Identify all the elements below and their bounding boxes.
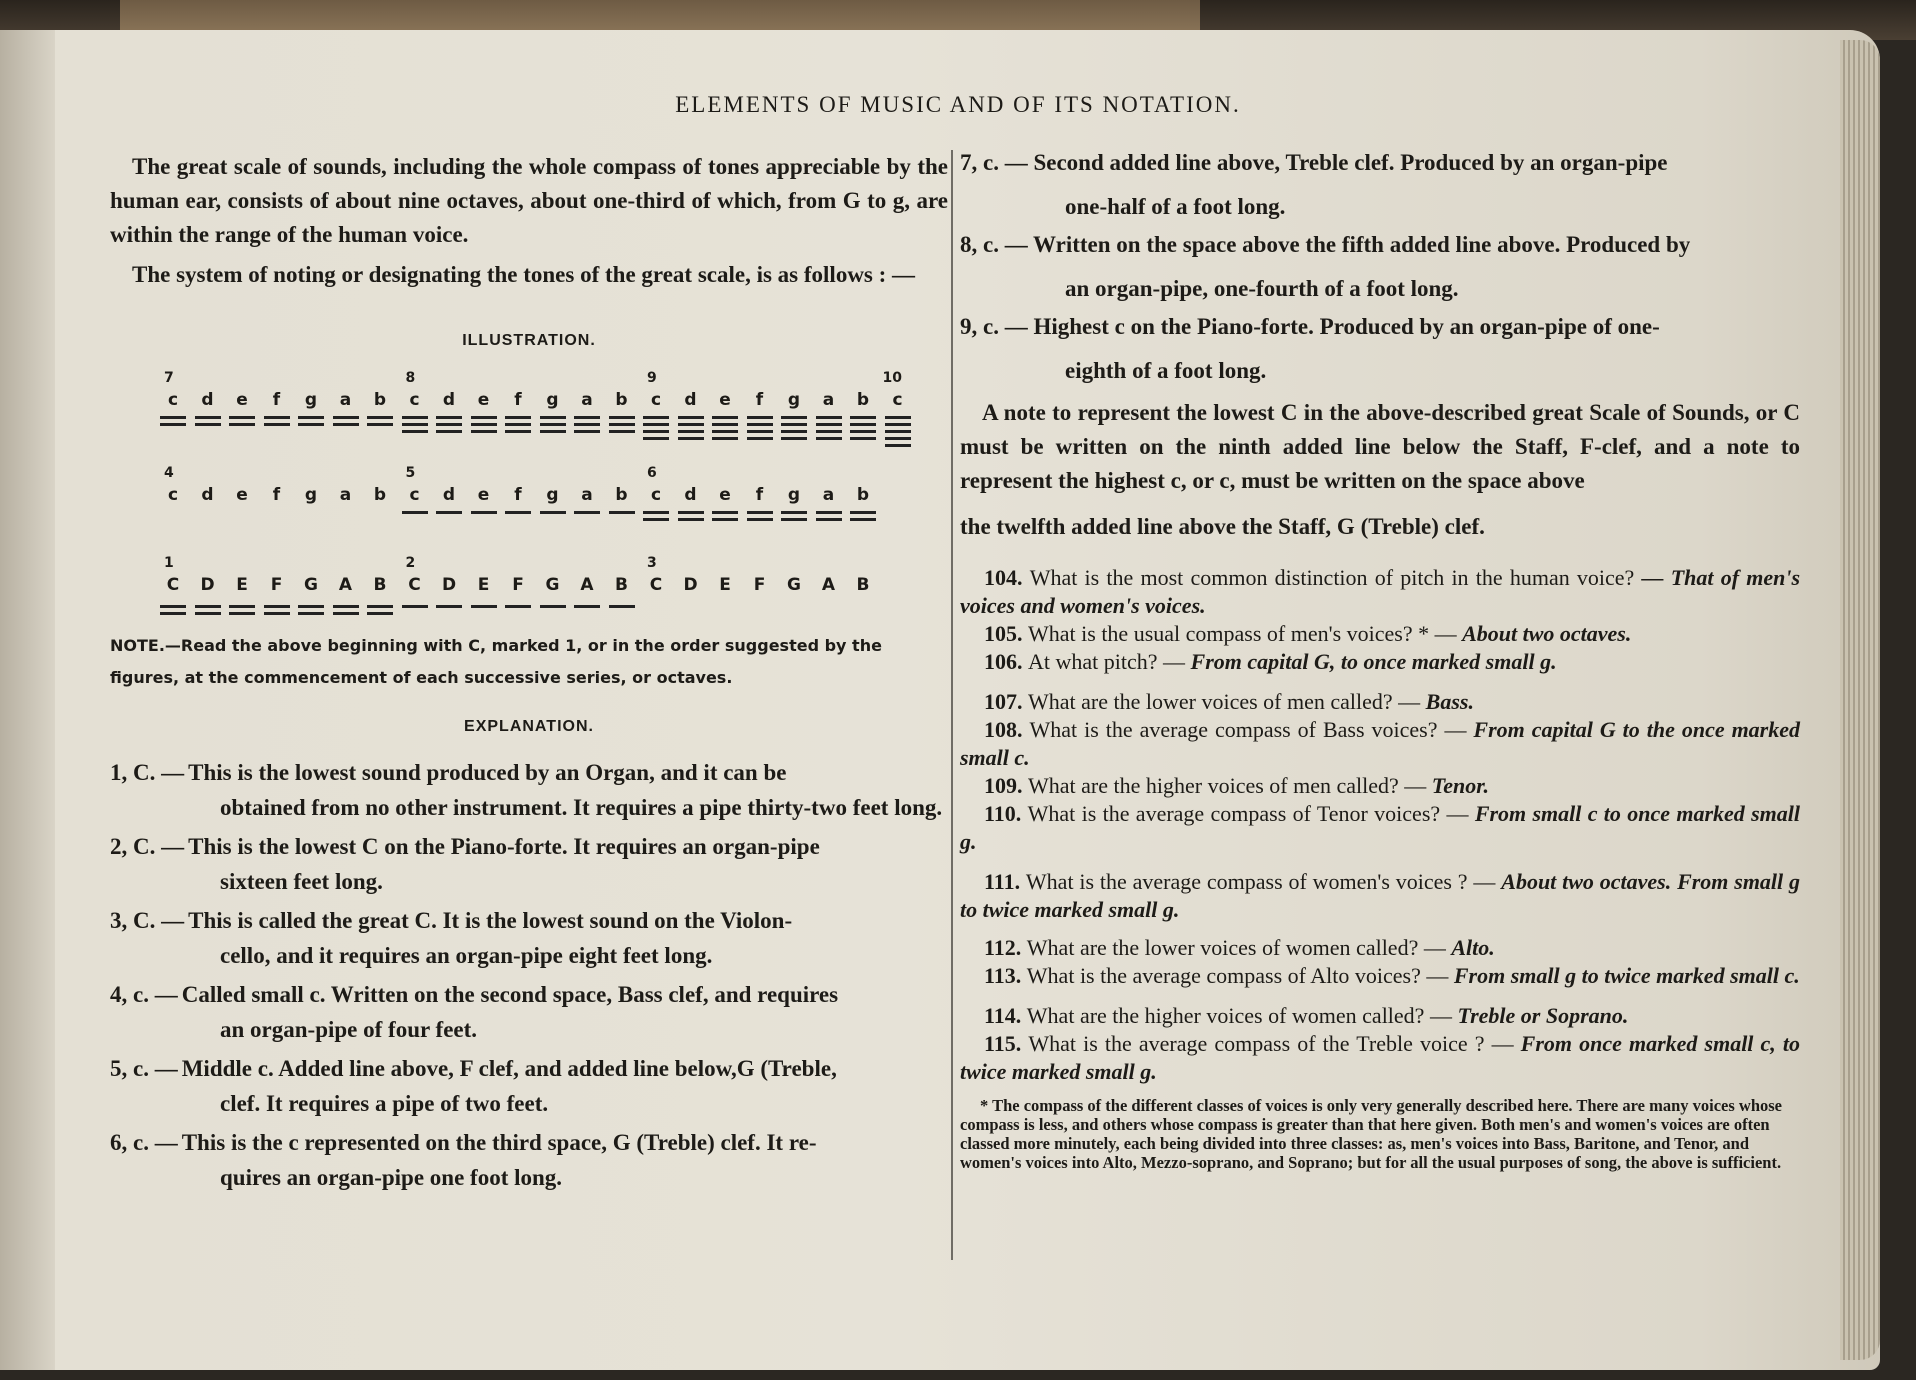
register-text: Second added line above, Treble clef. Produced by an organ-pipe xyxy=(1033,150,1668,175)
question-number: 110. xyxy=(984,801,1028,826)
octave-mark xyxy=(574,416,600,419)
scale-note: e xyxy=(719,390,731,410)
right-item-list xyxy=(960,146,1800,388)
explanation-line xyxy=(110,1052,948,1085)
scale-note: g xyxy=(304,390,318,410)
scale-note: a xyxy=(581,390,593,410)
question-number: 111. xyxy=(984,869,1026,894)
octave-mark xyxy=(540,416,566,419)
lowest-highest-paragraph: A note to represent the lowest C in the above-described great Scale of Sounds, or C must be written on the ninth added line below the Staff, F-clef, and a note to represent the highest c, or c, must be written on the space above xyxy=(960,400,1800,493)
scale-note: E xyxy=(719,575,731,595)
question-number: 114. xyxy=(984,1003,1027,1028)
question-text: What is the average compass of Bass voices? — xyxy=(1029,717,1474,742)
octave-mark xyxy=(436,430,462,433)
scale-note: c xyxy=(167,390,179,410)
scale-note: b xyxy=(373,485,387,505)
octave-mark xyxy=(781,511,807,514)
octave-mark xyxy=(333,605,359,608)
register-tag: 9, c. — xyxy=(960,314,1034,339)
lowest-highest-paragraph-end: the twelfth added line above the Staff, G (Treble) clef. xyxy=(960,514,1485,539)
octave-mark xyxy=(609,423,635,426)
question-item xyxy=(960,648,1800,676)
register-continuation: eighth of a foot long. xyxy=(1065,358,1267,383)
explanation-line xyxy=(110,830,948,863)
scale-note: A xyxy=(338,575,353,595)
octave-mark xyxy=(609,511,635,514)
scale-note: D xyxy=(200,575,215,595)
question-text: What is the most common distinction of pitch in the human voice? xyxy=(1029,565,1642,590)
explanation-text: This is called the great C. It is the lowest sound on the Violon- xyxy=(188,908,793,933)
explanation-item xyxy=(110,830,948,898)
explanation-item xyxy=(110,756,948,824)
octave-mark xyxy=(402,423,428,426)
octave-mark xyxy=(678,416,704,419)
octave-mark xyxy=(540,511,566,514)
octave-mark xyxy=(195,416,221,419)
scale-note: f xyxy=(514,485,522,505)
octave-mark xyxy=(229,612,255,615)
register-item xyxy=(960,228,1800,306)
explanation-continuation: cello, and it requires an organ-pipe eight feet long. xyxy=(220,943,713,968)
register-line xyxy=(960,310,1800,344)
register-continuation: an organ-pipe, one-fourth of a foot long. xyxy=(1065,276,1459,301)
explanation-tag: 5, c. — xyxy=(110,1056,178,1081)
illustration-heading: ILLUSTRATION. xyxy=(462,332,596,349)
scale-note: g xyxy=(787,485,801,505)
question-item xyxy=(960,1030,1800,1086)
question-number: 112. xyxy=(984,935,1027,960)
octave-mark xyxy=(367,612,393,615)
question-item xyxy=(960,868,1800,924)
octave-mark xyxy=(609,605,635,608)
octave-mark xyxy=(298,423,324,426)
scale-note: A xyxy=(580,575,594,595)
octave-mark xyxy=(850,416,876,419)
octave-mark xyxy=(574,605,600,608)
explanation-line xyxy=(110,978,948,1011)
question-item xyxy=(960,962,1800,990)
scale-note: g xyxy=(304,485,318,505)
question-number: 105. xyxy=(984,621,1028,646)
octave-mark xyxy=(850,437,876,440)
scale-note: c xyxy=(892,390,903,410)
answer-text: From capital G, to once marked small g. xyxy=(1190,649,1557,674)
explanation-item xyxy=(110,904,948,972)
octave-mark xyxy=(264,416,290,419)
octave-mark xyxy=(471,605,497,608)
explanation-tag: 2, C. — xyxy=(110,834,185,859)
answer-text: From capital G to the once marked small c. xyxy=(960,717,1801,770)
scale-note: d xyxy=(442,390,456,410)
question-item xyxy=(960,772,1800,800)
octave-mark xyxy=(816,511,842,514)
octave-mark xyxy=(643,430,669,433)
answer-text: Treble or Soprano. xyxy=(1457,1003,1629,1028)
octave-mark xyxy=(678,518,704,521)
answer-text: Tenor. xyxy=(1431,773,1490,798)
scale-illustration xyxy=(110,370,948,630)
explanation-list xyxy=(110,756,948,1194)
scale-note: C xyxy=(166,575,180,595)
octave-mark xyxy=(540,605,566,608)
octave-mark xyxy=(678,423,704,426)
explanation-continuation: obtained from no other instrument. It requires a pipe thirty-two feet long. xyxy=(220,795,943,820)
scale-note: b xyxy=(373,390,387,410)
scale-note: e xyxy=(477,390,490,410)
question-text: What is the average compass of Alto voices? — xyxy=(1026,963,1454,988)
scale-note: A xyxy=(821,575,836,595)
scale-note: e xyxy=(236,485,248,505)
octave-mark xyxy=(367,423,393,426)
octave-number: 10 xyxy=(882,370,902,386)
octave-mark xyxy=(436,511,462,514)
octave-mark xyxy=(471,423,497,426)
octave-mark xyxy=(712,423,738,426)
answer-text: — That of men's voices and women's voices. xyxy=(960,565,1801,618)
octave-mark xyxy=(885,430,911,433)
scale-note: F xyxy=(512,575,524,595)
question-text: What are the higher voices of men called? — xyxy=(1028,773,1432,798)
answer-text: From small g to twice marked small c. xyxy=(1453,963,1800,988)
scale-note: c xyxy=(650,485,662,505)
explanation-item xyxy=(110,1126,948,1194)
explanation-continuation: an organ-pipe of four feet. xyxy=(220,1017,478,1042)
scale-note: g xyxy=(546,390,559,410)
explanation-text: This is the lowest sound produced by an Organ, and it can be xyxy=(188,760,787,785)
explanation-text: Middle c. Added line above, F clef, and added line below,G (Treble, xyxy=(181,1056,837,1081)
octave-mark xyxy=(712,416,738,419)
explanation-tag: 6, c. — xyxy=(110,1130,178,1155)
register-tag: 7, c. — xyxy=(960,150,1034,175)
octave-mark xyxy=(264,612,290,615)
octave-mark xyxy=(436,423,462,426)
octave-mark xyxy=(367,605,393,608)
scale-note: f xyxy=(514,390,522,410)
page-stack-edge xyxy=(1840,40,1880,1360)
octave-mark xyxy=(540,423,566,426)
scale-note: F xyxy=(270,575,283,595)
octave-mark xyxy=(195,605,221,608)
octave-mark xyxy=(816,430,842,433)
question-item xyxy=(960,934,1800,962)
octave-mark xyxy=(229,423,255,426)
register-item xyxy=(960,146,1800,224)
octave-mark xyxy=(298,416,324,419)
answer-text: Bass. xyxy=(1425,689,1474,714)
octave-mark xyxy=(471,430,497,433)
octave-mark xyxy=(885,416,911,419)
scale-note: a xyxy=(339,485,352,505)
octave-number: 9 xyxy=(647,370,657,386)
octave-mark xyxy=(436,605,462,608)
intro-paragraph-2: The system of noting or designating the tones of the great scale, is as follows : — xyxy=(132,262,916,287)
octave-mark xyxy=(781,430,807,433)
octave-mark xyxy=(402,511,428,514)
octave-mark xyxy=(747,430,773,433)
octave-mark xyxy=(678,437,704,440)
question-number: 115. xyxy=(984,1031,1029,1056)
scale-note: c xyxy=(409,390,420,410)
question-item xyxy=(960,688,1800,716)
question-text: What is the average compass of the Treble voice ? — xyxy=(1028,1031,1521,1056)
scale-note: c xyxy=(650,390,662,410)
answer-text: From small c to once marked small g. xyxy=(960,801,1800,854)
octave-mark xyxy=(298,605,324,608)
octave-number: 2 xyxy=(405,555,416,571)
register-continuation: one-half of a foot long. xyxy=(1065,194,1286,219)
octave-mark xyxy=(712,511,738,514)
octave-mark xyxy=(505,511,531,514)
octave-mark xyxy=(160,423,186,426)
octave-mark xyxy=(781,518,807,521)
octave-mark xyxy=(436,416,462,419)
octave-mark xyxy=(712,430,738,433)
octave-mark xyxy=(402,605,428,608)
octave-mark xyxy=(816,437,842,440)
scale-note: f xyxy=(272,485,281,505)
register-item xyxy=(960,310,1800,388)
octave-mark xyxy=(747,416,773,419)
scale-note: d xyxy=(442,485,456,505)
explanation-item xyxy=(110,978,948,1046)
octave-mark xyxy=(747,511,773,514)
octave-mark xyxy=(678,430,704,433)
octave-mark xyxy=(885,437,911,440)
scale-note: G xyxy=(545,575,560,595)
scale-note: C xyxy=(649,575,663,595)
octave-mark xyxy=(505,423,531,426)
register-tag: 8, c. — xyxy=(960,232,1034,257)
scale-note: a xyxy=(581,485,593,505)
octave-mark xyxy=(885,444,911,447)
scale-note: f xyxy=(272,390,281,410)
question-item xyxy=(960,800,1800,856)
note-paragraph: NOTE.—Read the above beginning with C, marked 1, or in the order suggested by the figures, at the commencement of each successive series, or octaves. xyxy=(110,636,882,687)
explanation-heading: EXPLANATION. xyxy=(464,718,594,735)
octave-mark xyxy=(781,416,807,419)
question-text: What is the average compass of women's voices ? — xyxy=(1025,869,1502,894)
octave-mark xyxy=(540,430,566,433)
octave-mark xyxy=(609,430,635,433)
octave-mark xyxy=(402,430,428,433)
scale-note: G xyxy=(787,575,801,595)
scale-note: b xyxy=(615,390,628,410)
explanation-continuation: clef. It requires a pipe of two feet. xyxy=(220,1091,549,1116)
scale-note: D xyxy=(441,575,457,595)
scale-note: a xyxy=(822,485,835,505)
question-number: 104. xyxy=(984,565,1030,590)
octave-mark xyxy=(298,612,324,615)
question-text: What are the lower voices of women called? — xyxy=(1026,935,1452,960)
column-divider xyxy=(951,150,953,1260)
octave-mark xyxy=(195,423,221,426)
right-column xyxy=(960,146,1800,1172)
running-head: ELEMENTS OF MUSIC AND OF ITS NOTATION. xyxy=(675,92,1241,117)
octave-mark xyxy=(264,605,290,608)
octave-mark xyxy=(160,605,186,608)
octave-mark xyxy=(229,605,255,608)
octave-mark xyxy=(712,518,738,521)
octave-mark xyxy=(471,511,497,514)
scale-note: E xyxy=(236,575,248,595)
scale-note: a xyxy=(339,390,352,410)
scale-note: b xyxy=(615,485,628,505)
scale-note: e xyxy=(719,485,731,505)
scale-note: B xyxy=(615,575,628,595)
octave-mark xyxy=(574,423,600,426)
explanation-line xyxy=(110,756,948,789)
scale-note: a xyxy=(822,390,835,410)
octave-mark xyxy=(747,423,773,426)
left-column xyxy=(110,150,948,1200)
scale-note: d xyxy=(684,390,697,410)
octave-number: 1 xyxy=(164,555,174,571)
octave-mark xyxy=(574,430,600,433)
scale-note: B xyxy=(856,575,870,595)
scale-note: D xyxy=(683,575,698,595)
explanation-tag: 4, c. — xyxy=(110,982,178,1007)
scale-note: c xyxy=(167,485,179,505)
octave-mark xyxy=(850,518,876,521)
octave-mark xyxy=(471,416,497,419)
question-item xyxy=(960,716,1800,772)
octave-mark xyxy=(850,423,876,426)
scale-note: f xyxy=(755,390,764,410)
octave-mark xyxy=(850,430,876,433)
intro-paragraph: The great scale of sounds, including the whole compass of tones appreciable by the human ear, consists of about nine octaves, about one-third of which, from G to g, are within the range of the human voice. xyxy=(110,154,948,247)
octave-mark xyxy=(781,423,807,426)
octave-mark xyxy=(678,511,704,514)
octave-mark xyxy=(885,423,911,426)
octave-number: 8 xyxy=(405,370,416,386)
octave-mark xyxy=(574,511,600,514)
question-number: 109. xyxy=(984,773,1028,798)
octave-mark xyxy=(850,511,876,514)
question-list xyxy=(960,564,1800,1086)
register-text: Highest c on the Piano-forte. Produced by an organ-pipe of one- xyxy=(1033,314,1660,339)
octave-number: 4 xyxy=(164,465,174,481)
octave-number: 6 xyxy=(647,465,657,481)
page-gutter xyxy=(0,30,55,1370)
explanation-item xyxy=(110,1052,948,1120)
question-number: 107. xyxy=(984,689,1028,714)
question-item xyxy=(960,620,1800,648)
question-text: At what pitch? — xyxy=(1028,649,1191,674)
explanation-continuation: sixteen feet long. xyxy=(220,869,383,894)
question-text: What is the average compass of Tenor voices? — xyxy=(1027,801,1475,826)
scale-note: g xyxy=(787,390,801,410)
octave-mark xyxy=(505,430,531,433)
scale-note: c xyxy=(409,485,420,505)
scale-note: C xyxy=(408,575,421,595)
explanation-tag: 3, C. — xyxy=(110,908,185,933)
scale-note: E xyxy=(477,575,490,595)
octave-mark xyxy=(712,437,738,440)
explanation-line xyxy=(110,1126,948,1159)
octave-mark xyxy=(505,605,531,608)
explanation-text: This is the lowest C on the Piano-forte. It requires an organ-pipe xyxy=(188,834,820,859)
octave-mark xyxy=(643,416,669,419)
scale-note: G xyxy=(304,575,318,595)
octave-mark xyxy=(816,518,842,521)
octave-mark xyxy=(229,416,255,419)
octave-mark xyxy=(160,612,186,615)
question-number: 106. xyxy=(984,649,1028,674)
scale-note: F xyxy=(753,575,766,595)
scale-note: e xyxy=(236,390,248,410)
question-item xyxy=(960,1002,1800,1030)
question-text: What is the usual compass of men's voices? * — xyxy=(1028,621,1463,646)
scale-note: d xyxy=(684,485,697,505)
register-text: Written on the space above the fifth added line above. Produced by xyxy=(1033,232,1691,257)
octave-number: 7 xyxy=(164,370,174,386)
scale-note: B xyxy=(373,575,387,595)
explanation-continuation: quires an organ-pipe one foot long. xyxy=(220,1165,563,1190)
octave-mark xyxy=(816,423,842,426)
scale-note: b xyxy=(856,390,870,410)
explanation-line xyxy=(110,904,948,937)
question-number: 113. xyxy=(984,963,1027,988)
explanation-tag: 1, C. — xyxy=(110,760,185,785)
register-line xyxy=(960,228,1800,262)
answer-text: About two octaves. xyxy=(1462,621,1632,646)
question-number: 108. xyxy=(984,717,1030,742)
octave-mark xyxy=(333,612,359,615)
octave-mark xyxy=(643,518,669,521)
scale-note: d xyxy=(201,485,214,505)
explanation-text: Called small c. Written on the second space, Bass clef, and requires xyxy=(181,982,839,1007)
scale-note: e xyxy=(477,485,490,505)
scale-note: f xyxy=(755,485,764,505)
question-item xyxy=(960,564,1800,620)
octave-mark xyxy=(333,423,359,426)
octave-mark xyxy=(505,416,531,419)
octave-mark xyxy=(643,437,669,440)
register-line xyxy=(960,146,1800,180)
octave-mark xyxy=(367,416,393,419)
footnote: * The compass of the different classes of voices is only very generally described here. There are many voices whose compass is less, and others whose compass is greater than that here given. Both men's and women's voices are often classed more minutely, each being divided into three classes: as, men's voices into Bass, Baritone, and Tenor, and women's voices into Alto, Mezzo-soprano, and Soprano; but for all the usual purposes of song, the above is sufficient. xyxy=(960,1096,1782,1172)
answer-text: From once marked small c, to twice marked small g. xyxy=(960,1031,1800,1084)
octave-mark xyxy=(264,423,290,426)
octave-mark xyxy=(643,423,669,426)
answer-text: Alto. xyxy=(1451,935,1495,960)
octave-mark xyxy=(747,518,773,521)
octave-mark xyxy=(643,511,669,514)
octave-number: 3 xyxy=(647,555,657,571)
explanation-text: This is the c represented on the third space, G (Treble) clef. It re- xyxy=(181,1130,817,1155)
question-text: What are the lower voices of men called? — xyxy=(1028,689,1426,714)
octave-mark xyxy=(781,437,807,440)
octave-mark xyxy=(609,416,635,419)
octave-mark xyxy=(402,416,428,419)
octave-mark xyxy=(195,612,221,615)
octave-mark xyxy=(160,416,186,419)
octave-mark xyxy=(747,437,773,440)
octave-mark xyxy=(816,416,842,419)
question-text: What are the higher voices of women called? — xyxy=(1026,1003,1458,1028)
octave-mark xyxy=(333,416,359,419)
scale-note: g xyxy=(546,485,559,505)
scale-note: d xyxy=(201,390,214,410)
octave-number: 5 xyxy=(405,465,416,481)
scale-note: b xyxy=(856,485,870,505)
answer-text: About two octaves. From small g to twice marked small g. xyxy=(960,869,1800,922)
